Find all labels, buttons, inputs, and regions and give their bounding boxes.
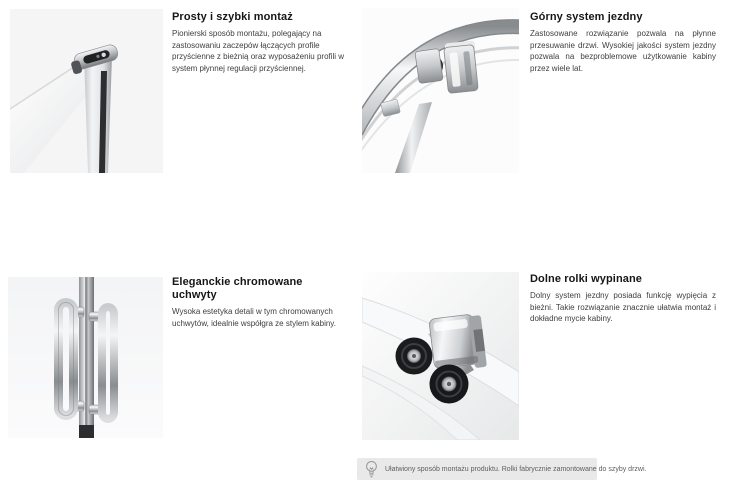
feature-description: Dolny system jezdny posiada funkcję wypięcia z bieżni. Takie rozwiązanie znacznie ułatwia montaż i dokładne mycie kabiny.: [530, 291, 716, 323]
chrome-handles-image: [8, 277, 163, 438]
feature-description: Wysoka estetyka detali w tym chromowanych uchwytów, idealnie współgra ze stylem kabiny.: [172, 307, 336, 328]
feature-description: Pionierski sposób montażu, polegający na zastosowaniu zaczepów łączących profile przyścienne z bieżnią oraz wyposażeniu profili w system płynnej regulacji przyściennej.: [172, 29, 345, 73]
feature-title: Eleganckie chromowane uchwyty: [172, 276, 303, 301]
bottom-rollers-image: [362, 272, 519, 440]
lightbulb-icon: [365, 460, 378, 479]
roller-wheel-right: [430, 365, 469, 404]
top-rail-photo: [362, 8, 519, 173]
hint-text: Ułatwiony sposób montażu produktu. Rolki fabrycznie zamontowane do szyby drzwi.: [385, 465, 647, 473]
feature-block-montaz: [172, 11, 346, 74]
hint-bar: [357, 458, 647, 480]
feature-title: Górny system jezdny: [530, 11, 643, 23]
feature-block-uchwyty: [172, 276, 348, 329]
roller-wheel-left: [396, 338, 433, 375]
wall-profile-photo: [10, 9, 163, 173]
feature-title: Prosty i szybki montaż: [172, 11, 293, 23]
chrome-handles-photo: [8, 277, 163, 438]
top-rail-image: [362, 8, 519, 173]
feature-block-rolki: [530, 273, 716, 325]
feature-description: Zastosowane rozwiązanie pozwala na płynne przesuwanie drzwi. Wysokiej jakości system jezdny pozwala na bezproblemowe użytkowanie kabiny przez wiele lat.: [530, 29, 716, 73]
feature-block-gorny-system: [530, 11, 716, 74]
feature-title: Dolne rolki wypinane: [530, 273, 643, 285]
bottom-rollers-photo: [362, 272, 519, 440]
wall-profile-image: [10, 9, 163, 173]
